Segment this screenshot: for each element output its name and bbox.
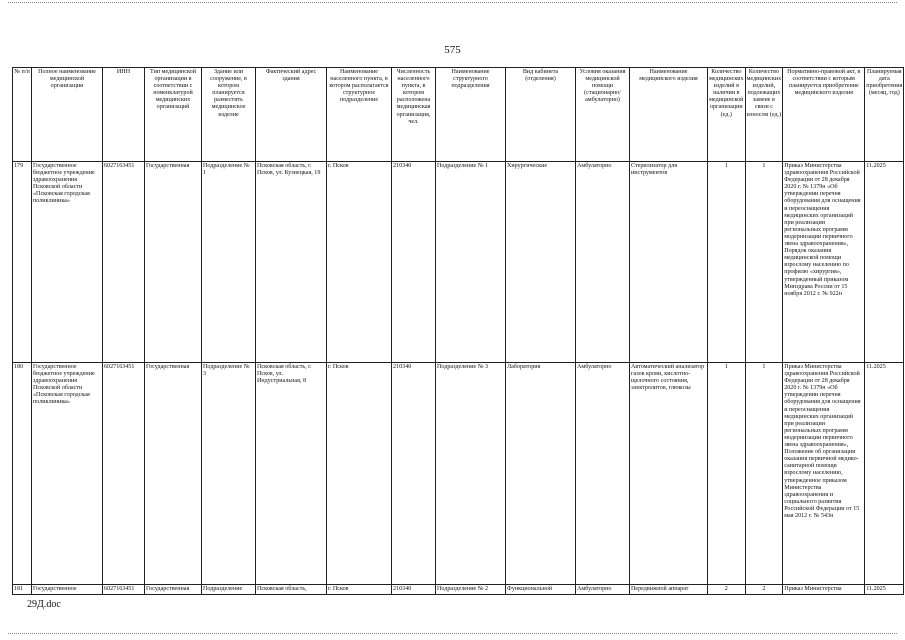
cell-conditions: Амбулаторно [576,585,630,595]
cell-inn: 6027163451 [103,162,145,363]
header-num: № п/п [13,68,32,162]
cell-conditions: Амбулаторно [576,162,630,363]
equipment-table [12,67,904,595]
header-inn: ИНН [103,68,145,162]
cell-org-name: Государственное [32,585,103,595]
cell-org-type: Государственная [145,585,202,595]
table-header-row [13,68,904,162]
cell-inn: 6027163451 [103,363,145,585]
cell-num: 180 [13,363,32,585]
cell-date: 11.2025 [865,585,904,595]
cell-date: 11.2025 [865,363,904,585]
table-row [13,363,904,585]
cell-population: 210340 [392,585,436,595]
cell-num: 181 [13,585,32,595]
cell-qty-available: 2 [708,585,746,595]
cell-address: Псковская область, [256,585,327,595]
cell-org-type: Государственная [145,162,202,363]
header-building: Здание или сооружение, в котором планируется разместить медицинское изделие [202,68,256,162]
header-locality: Наименование населенного пункта, в котором располагается структурное подразделение [327,68,392,162]
header-qty-available: Количество медицинских изделий в наличии в медицинской организации (ед.) [708,68,746,162]
cell-legal-act: Приказ Министерства здравоохранения Российской Федерации от 28 декабря 2020 г. № 1379н «Об утверждении перечня оборудования для оснащения и переоснащения медицинских организаций при реализации региональных программ модернизации первичного звена здравоохранения», Порядок оказания медицинской помощи взрослому населению по профилю «хирургия», утвержденный приказом Минздрава России от 15 ноября 2012 г. № 922н [783,162,865,363]
header-legal-act: Нормативно-правовой акт, в соответствии с которым планируется приобретение медицинского изделия [783,68,865,162]
cell-locality: г. Псков [327,363,392,585]
header-date: Планируемая дата приобретения (месяц, год) [865,68,904,162]
cell-population: 210340 [392,162,436,363]
cell-inn: 6027163451 [103,585,145,595]
cell-cabinet: Хирургические [506,162,576,363]
cell-unit: Подразделение № 3 [436,363,506,585]
cell-org-type: Государственная [145,363,202,585]
cell-building: Подразделение [202,585,256,595]
cell-date: 11.2025 [865,162,904,363]
header-device: Наименование медицинского изделия [630,68,708,162]
cell-address: Псковская область, г. Псков, ул. Кузнецкая, 19 [256,162,327,363]
document-filename: 29Д.doc [27,599,61,610]
cell-legal-act: Приказ Министерства здравоохранения Российской Федерации от 28 декабря 2020 г. № 1379н «Об утверждении перечня оборудования для оснащения и переоснащения медицинских организаций при реализации региональных программ модернизации первичного звена здравоохранения», Положение об организации оказания первичной медико-санитарной помощи взрослому населению, утвержденное приказом Министерства здравоохранения и социального развития Российской Федерации от 15 мая 2012 г. № 543н [783,363,865,585]
cell-locality: г. Псков [327,585,392,595]
cell-qty-replace: 1 [745,363,783,585]
cell-population: 210340 [392,363,436,585]
cell-org-name: Государственное бюджетное учреждение здравоохранения Псковской области «Псковская городская поликлиника» [32,162,103,363]
page-number: 575 [444,44,461,56]
cell-building: Подразделение № 3 [202,363,256,585]
cell-device: Автоматический анализатор газов крови, кислотно-щелочного состояния, электролитов, глюкозы [630,363,708,585]
scan-edge-top [8,2,897,3]
table-row [13,162,904,363]
header-population: Численность населенного пункта, в котором расположена медицинская организация, чел. [392,68,436,162]
cell-device: Стерилизатор для инструментов [630,162,708,363]
header-org-type: Тип медицинской организации в соответствии с номенклатурой медицинских организаций [145,68,202,162]
cell-num: 179 [13,162,32,363]
table-row [13,585,904,595]
cell-qty-replace: 1 [745,162,783,363]
cell-unit: Подразделение № 1 [436,162,506,363]
header-unit: Наименование структурного подразделения [436,68,506,162]
cell-cabinet: Лаборатория [506,363,576,585]
scan-edge-bottom [8,633,897,634]
cell-legal-act: Приказ Министерства [783,585,865,595]
cell-unit: Подразделение № 2 [436,585,506,595]
cell-device: Передвижной аппарат [630,585,708,595]
cell-address: Псковская область, г. Псков, ул. Индустриальная, 8 [256,363,327,585]
cell-org-name: Государственное бюджетное учреждение здравоохранения Псковской области «Псковская городская поликлиника» [32,363,103,585]
cell-conditions: Амбулаторно [576,363,630,585]
header-address: Фактический адрес здания [256,68,327,162]
cell-qty-available: 1 [708,162,746,363]
cell-qty-replace: 2 [745,585,783,595]
header-qty-replace: Количество медицинских изделий, подлежащих замене в связи с износом (ед.) [745,68,783,162]
cell-locality: г. Псков [327,162,392,363]
header-cabinet: Вид кабинета (отделения) [506,68,576,162]
header-org-name: Полное наименование медицинской организации [32,68,103,162]
cell-qty-available: 1 [708,363,746,585]
cell-cabinet: Функциональной [506,585,576,595]
header-conditions: Условия оказания медицинской помощи (стационарно/ амбулаторно) [576,68,630,162]
cell-building: Подразделение № 1 [202,162,256,363]
